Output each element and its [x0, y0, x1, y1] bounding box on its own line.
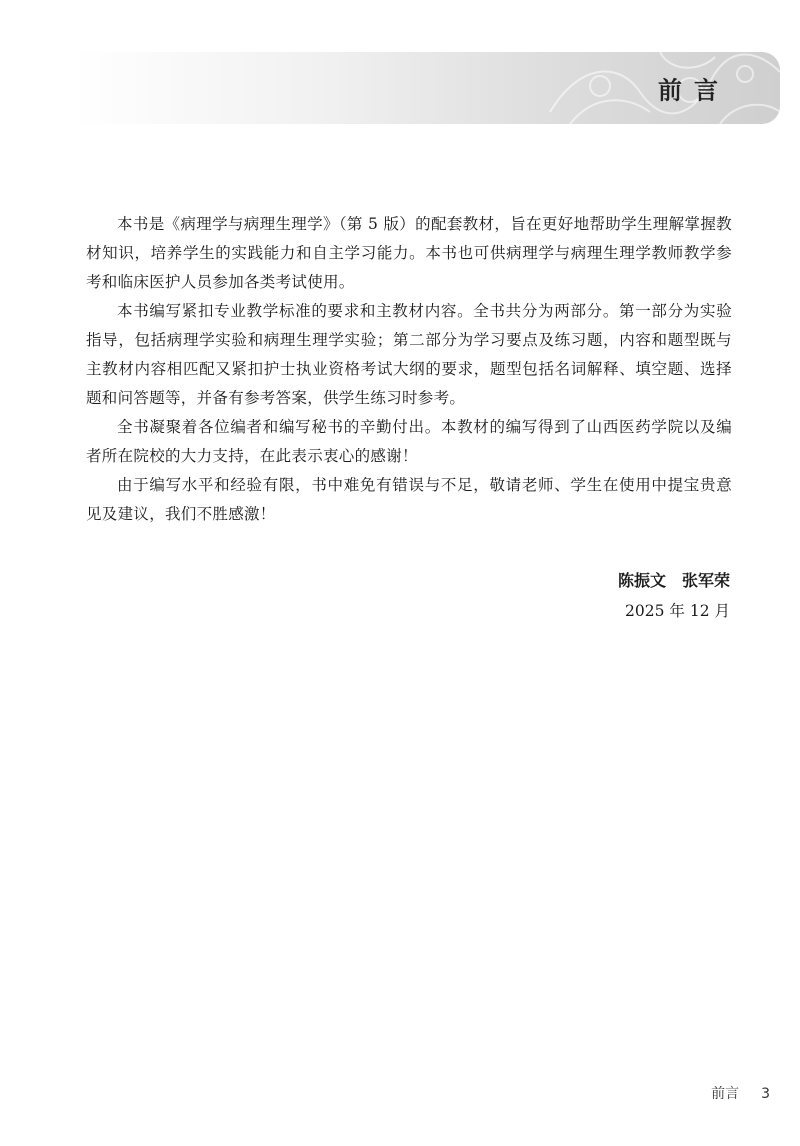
chapter-header-band [72, 52, 780, 124]
paragraph: 由于编写水平和经验有限，书中难免有错误与不足，敬请老师、学生在使用中提宝贵意见及建议，我们不胜感激！ [86, 476, 732, 523]
author-names [618, 566, 730, 596]
author-name: 陈振文 [617, 571, 666, 590]
signature-date: 2025 年 12 月 [625, 602, 730, 620]
paragraph: 本书是《病理学与病理生理学》（第 5 版）的配套教材，旨在更好地帮助学生理解掌握教材知识，培养学生的实践能力和自主学习能力。本书也可供病理学与病理生理学教师教学参考和临床医护人员参加各类考试使用。 [86, 215, 732, 291]
page-number: 3 [761, 1086, 770, 1102]
preface-body [86, 210, 732, 529]
signature-block [618, 566, 730, 626]
page-title: 前言 [658, 76, 730, 105]
paragraph: 全书凝聚着各位编者和编写秘书的辛勤付出。本教材的编写得到了山西医药学院以及编者所在院校的大力支持，在此表示衷心的感谢！ [86, 418, 732, 465]
paragraph: 本书编写紧扣专业教学标准的要求和主教材内容。全书共分为两部分。第一部分为实验指导，包括病理学实验和病理生理学实验；第二部分为学习要点及练习题，内容和题型既与主教材内容相匹配又紧扣护士执业资格考试大纲的要求，题型包括名词解释、填空题、选择题和问答题等，并备有参考答案，供学生练习时参考。 [86, 302, 732, 407]
page-footer [711, 1083, 770, 1103]
footer-section: 前言 [711, 1086, 740, 1102]
author-name: 张军荣 [681, 571, 730, 590]
